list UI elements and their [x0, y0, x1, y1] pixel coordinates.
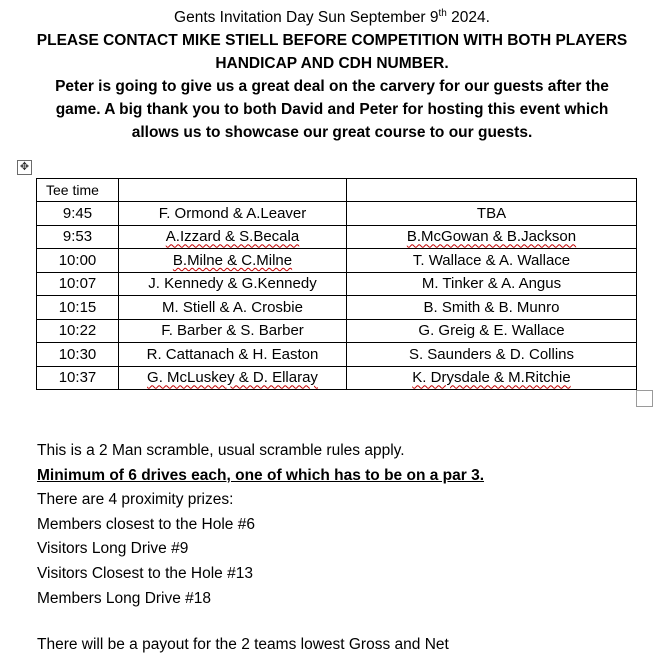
header-cell-empty [347, 179, 637, 202]
table-row [37, 225, 637, 249]
team-left-text: B.Milne & C.Milne [172, 251, 293, 269]
team-right: T. Wallace & A. Wallace [347, 249, 637, 273]
table-row [37, 296, 637, 320]
tee-time: 9:53 [37, 225, 119, 249]
team-left [119, 225, 347, 249]
scramble-rule: This is a 2 Man scramble, usual scramble rules apply. [37, 442, 405, 459]
title-superscript: th [438, 7, 447, 19]
tee-time-table [36, 178, 637, 390]
table-row [37, 272, 637, 296]
team-right: TBA [347, 202, 637, 226]
prize-item: Members Long Drive #18 [37, 589, 212, 607]
team-left: R. Cattanach & H. Easton [119, 343, 347, 367]
contact-notice-cont: HANDICAP AND CDH NUMBER. [215, 55, 449, 72]
table-row [37, 202, 637, 226]
contact-notice: PLEASE CONTACT MIKE STIELL BEFORE COMPETITION WITH BOTH PLAYERS [36, 32, 628, 49]
team-left: M. Stiell & A. Crosbie [119, 296, 347, 320]
table-row [37, 249, 637, 273]
team-right [347, 225, 637, 249]
header-cell-empty [119, 179, 347, 202]
team-right-text: K. Drysdale & M.Ritchie [412, 369, 571, 387]
tee-time: 10:30 [37, 343, 119, 367]
thanks-line-2: game. A big thank you to both David and Peter for hosting this event which [55, 101, 609, 118]
table-move-icon[interactable]: ✥ [17, 160, 32, 175]
team-right: S. Saunders & D. Collins [347, 343, 637, 367]
table-header-row [37, 179, 637, 202]
table-row [37, 366, 637, 390]
prizes-intro: There are 4 proximity prizes: [37, 491, 234, 509]
team-right: B. Smith & B. Munro [347, 296, 637, 320]
team-left-text: G. McLuskey & D. Ellaray [147, 369, 318, 387]
team-right: M. Tinker & A. Angus [347, 272, 637, 296]
team-left [119, 202, 347, 226]
team-right: G. Greig & E. Wallace [347, 319, 637, 343]
team-right [347, 366, 637, 390]
team-left: J. Kennedy & G.Kennedy [119, 272, 347, 296]
tee-time-header: Tee time [37, 179, 119, 202]
team-left-text: A.Izzard & S.Becala [165, 228, 300, 246]
tee-time: 10:15 [37, 296, 119, 320]
table-row [37, 319, 637, 343]
thanks-line-3: allows us to showcase our great course to our guests. [131, 124, 533, 141]
rules-section [37, 439, 484, 611]
title-year: 2024. [446, 9, 490, 26]
team-left [119, 366, 347, 390]
thanks-line-1: Peter is going to give us a great deal on the carvery for our guests after the [55, 78, 609, 95]
tee-time: 10:07 [37, 272, 119, 296]
prize-item: Members closest to the Hole #6 [37, 515, 255, 533]
document-header [0, 6, 664, 144]
tee-time: 9:45 [37, 202, 119, 226]
team-right-text: B.McGowan & B.Jackson [406, 228, 577, 246]
prize-item: Visitors Closest to the Hole #13 [37, 564, 253, 582]
payout-note: There will be a payout for the 2 teams lowest Gross and Net [37, 636, 449, 653]
document-title [0, 6, 664, 29]
team-left [119, 249, 347, 273]
tee-time: 10:22 [37, 319, 119, 343]
title-text: Gents Invitation Day Sun September 9 [174, 9, 439, 26]
tee-time: 10:00 [37, 249, 119, 273]
team-left: F. Barber & S. Barber [119, 319, 347, 343]
team-left-text: F. Ormond & A.Leaver [158, 204, 307, 222]
prize-item: Visitors Long Drive #9 [37, 540, 189, 558]
tee-time: 10:37 [37, 366, 119, 390]
table-row [37, 343, 637, 367]
drives-rule: Minimum of 6 drives each, one of which has to be on a par 3. [37, 466, 485, 484]
table-resize-icon[interactable] [636, 390, 653, 407]
